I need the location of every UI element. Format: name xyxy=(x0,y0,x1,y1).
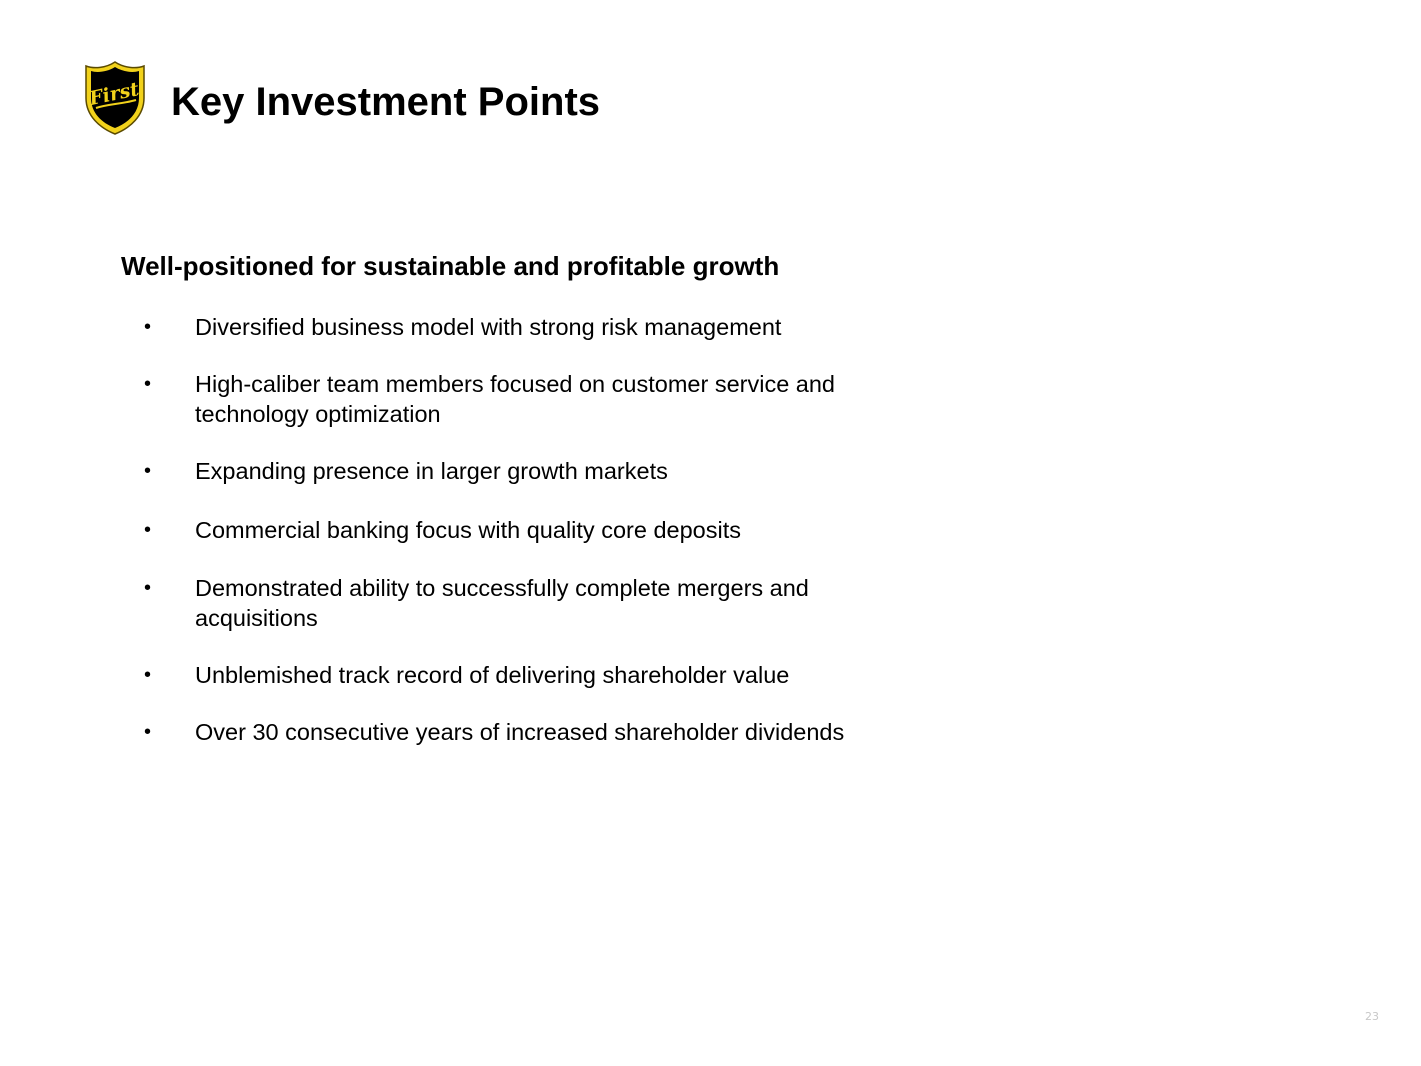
bullet-icon: • xyxy=(144,460,152,482)
bullet-text: Over 30 consecutive years of increased shareholder dividends xyxy=(195,719,845,745)
bullet-text: High-caliber team members focused on customer service and technology optimization xyxy=(195,371,835,427)
first-shield-logo xyxy=(82,60,148,136)
bullet-icon: • xyxy=(144,721,152,743)
bullet-icon: • xyxy=(144,664,152,686)
bullet-icon: • xyxy=(144,373,152,395)
logo-wordmark: First xyxy=(87,78,142,111)
bullet-icon: • xyxy=(144,519,152,541)
bullet-icon: • xyxy=(144,577,152,599)
bullet-text: Diversified business model with strong risk management xyxy=(195,314,782,340)
page-title: Key Investment Points xyxy=(171,80,601,124)
page-number: 23 xyxy=(1365,1010,1379,1023)
bullet-icon: • xyxy=(144,316,152,338)
bullet-text: Expanding presence in larger growth markets xyxy=(195,458,668,484)
section-heading: Well-positioned for sustainable and profitable growth xyxy=(121,251,780,281)
bullet-text: Demonstrated ability to successfully complete mergers and acquisitions xyxy=(195,575,809,631)
bullet-text: Commercial banking focus with quality core deposits xyxy=(195,517,741,543)
bullet-text: Unblemished track record of delivering shareholder value xyxy=(195,662,790,688)
